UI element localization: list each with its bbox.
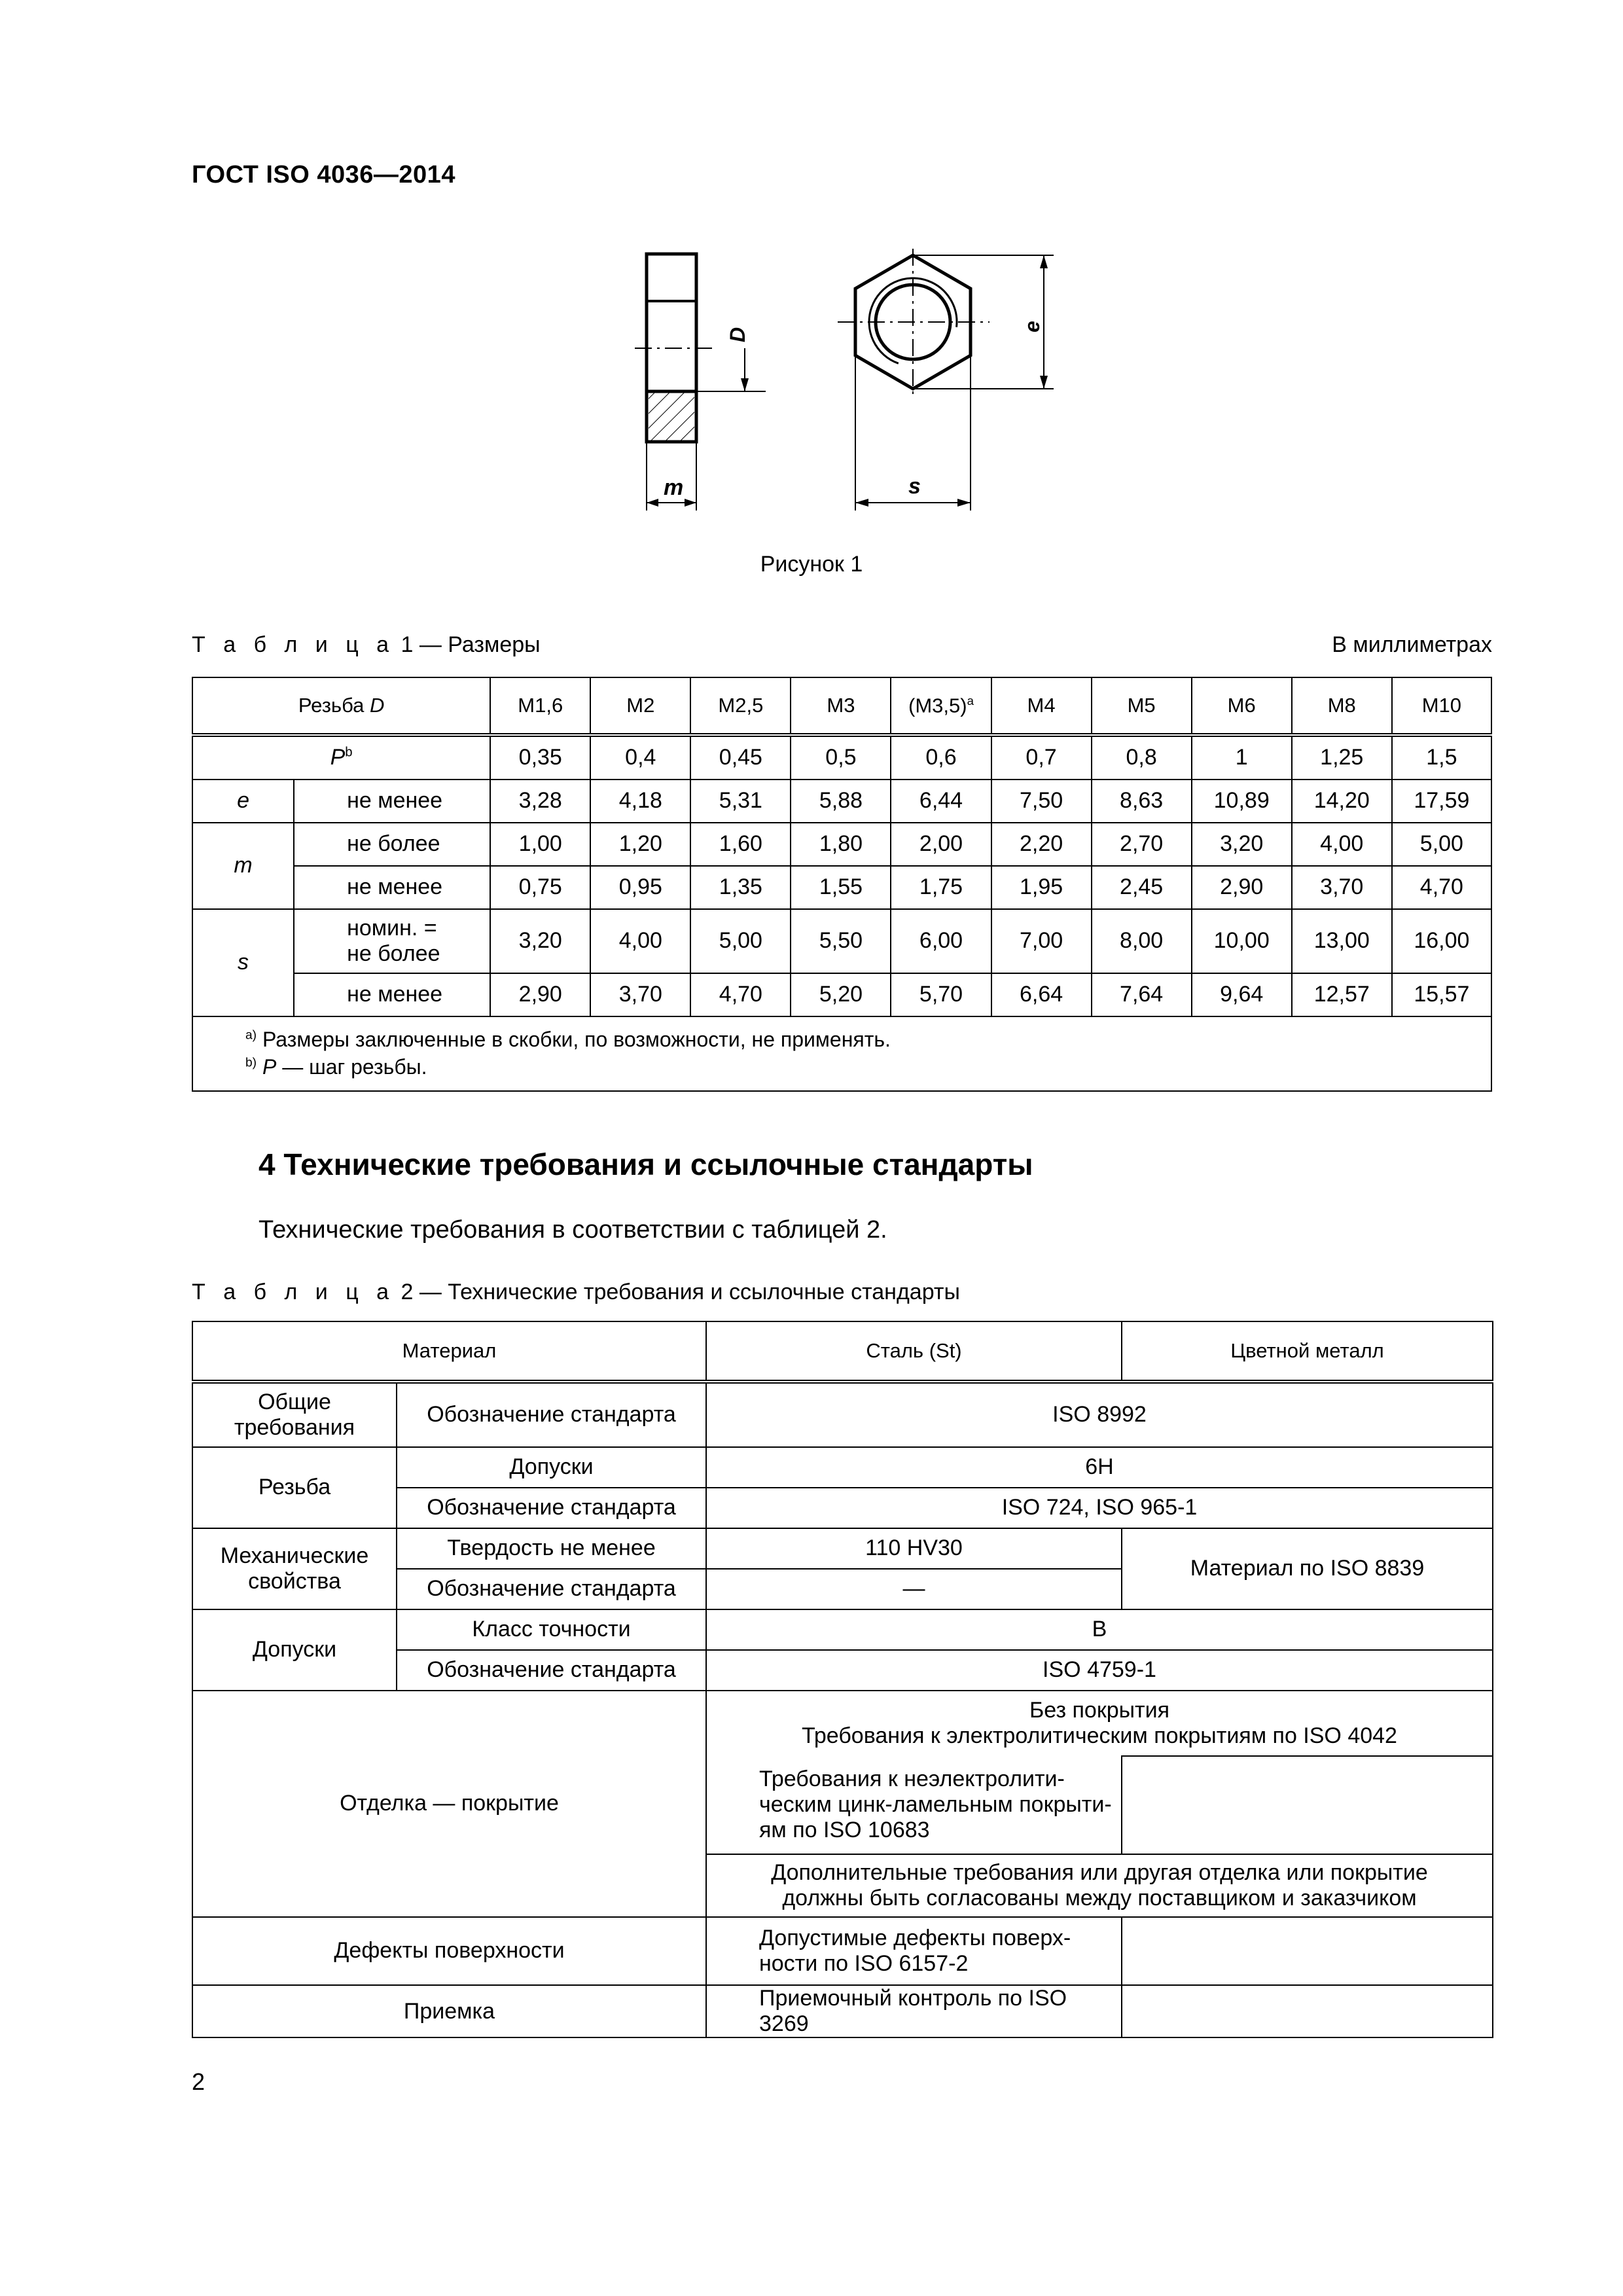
cell: 16,00	[1392, 909, 1491, 973]
table-row-e	[192, 780, 1491, 823]
cell: 2,90	[490, 973, 590, 1016]
cell: Материал по ISO 8839	[1122, 1528, 1493, 1609]
cell: 1	[1192, 735, 1292, 780]
cell: 12,57	[1292, 973, 1392, 1016]
dimension-label-s: s	[908, 474, 921, 499]
figure-caption: Рисунок 1	[760, 552, 863, 577]
table-row-defects	[192, 1917, 1493, 1985]
cell: 3,70	[590, 973, 690, 1016]
row-label: не менее	[294, 973, 490, 1016]
cell: 5,20	[791, 973, 891, 1016]
cell: 0,5	[791, 735, 891, 780]
cell: Приемочный контроль по ISO 3269	[706, 1985, 1122, 2037]
cell: 2,90	[1192, 866, 1292, 909]
cell: 0,4	[590, 735, 690, 780]
table1-footnotes	[192, 1016, 1491, 1091]
table-row-mech-hardness	[192, 1528, 1493, 1569]
cell: 3,28	[490, 780, 590, 823]
cell: 1,20	[590, 823, 690, 866]
cell: 8,63	[1092, 780, 1192, 823]
row-label-tolerances: Допуски	[192, 1609, 397, 1691]
cell: 0,35	[490, 735, 590, 780]
cell: ISO 4759-1	[706, 1650, 1493, 1691]
cell: 1,80	[791, 823, 891, 866]
cell: 6,00	[891, 909, 991, 973]
table-row-m-max	[192, 823, 1491, 866]
cell: 1,35	[690, 866, 791, 909]
cell-nonelectro: Требования к неэлектролити- ческим цинк-ламельным покрыти- ям по ISO 10683	[706, 1756, 1122, 1854]
symbol-m: m	[192, 823, 294, 909]
cell: 4,70	[1392, 866, 1491, 909]
cell: 2,45	[1092, 866, 1192, 909]
cell: 0,8	[1092, 735, 1192, 780]
cell: 0,6	[891, 735, 991, 780]
cell: 2,70	[1092, 823, 1192, 866]
cell: 1,60	[690, 823, 791, 866]
cell: 0,75	[490, 866, 590, 909]
table2-caption-title: 2 — Технические требования и ссылочные стандарты	[395, 1280, 960, 1304]
cell-empty	[1122, 1756, 1493, 1854]
nut-side-view	[635, 254, 766, 511]
cell: 14,20	[1292, 780, 1392, 823]
cell: 4,00	[1292, 823, 1392, 866]
table-row-tol-class	[192, 1609, 1493, 1650]
table2-caption	[192, 1280, 960, 1305]
cell: 2,00	[891, 823, 991, 866]
table-row-acceptance	[192, 1985, 1493, 2037]
table-row-notes	[192, 1016, 1491, 1091]
table-row-s-nom	[192, 909, 1491, 973]
section-4-title: 4 Технические требования и ссылочные стандарты	[259, 1147, 1033, 1181]
cell: 5,88	[791, 780, 891, 823]
document-header: ГОСТ ISO 4036—2014	[192, 161, 455, 188]
cell: 3,70	[1292, 866, 1392, 909]
cell: 3,20	[1192, 823, 1292, 866]
cell: 1,55	[791, 866, 891, 909]
row-label: номин. = не более	[294, 909, 490, 973]
cell: 13,00	[1292, 909, 1392, 973]
cell-additional: Дополнительные требования или другая отделка или покрытие должны быть согласованы между поставщиком и заказчиком	[706, 1854, 1493, 1917]
section-4-text: Технические требования в соответствии с таблицей 2.	[259, 1216, 887, 1244]
cell-defects: Допустимые дефекты поверх- ности по ISO 6157-2	[706, 1917, 1122, 1985]
dimension-label-d: D	[726, 327, 749, 342]
header-size: M3	[791, 677, 891, 735]
cell: 15,57	[1392, 973, 1491, 1016]
table2-caption-prefix: Т а б л и ц а	[192, 1280, 395, 1304]
symbol-s: s	[192, 909, 294, 1016]
row-label-general: Общие требования	[192, 1382, 397, 1447]
table-row-finish-1	[192, 1691, 1493, 1756]
row-sublabel: Обозначение стандарта	[397, 1650, 706, 1691]
footnote-a: $^{a)}$ Размеры заключенные в скобки, по возможности, не применять.	[245, 1028, 891, 1052]
row-label-mech: Механические свойства	[192, 1528, 397, 1609]
cell: 17,59	[1392, 780, 1491, 823]
cell-coating: Без покрытия Требования к электролитическим покрытиям по ISO 4042	[706, 1691, 1493, 1756]
cell: 5,00	[690, 909, 791, 973]
table1-caption-title: 1 — Размеры	[395, 632, 541, 657]
cell: 5,00	[1392, 823, 1491, 866]
cell: 9,64	[1192, 973, 1292, 1016]
symbol-e: e	[192, 780, 294, 823]
header-steel: Сталь (St)	[706, 1321, 1122, 1382]
row-label-defects: Дефекты поверхности	[192, 1917, 706, 1985]
header-size: M2,5	[690, 677, 791, 735]
requirements-table	[192, 1321, 1493, 2038]
row-sublabel: Обозначение стандарта	[397, 1569, 706, 1609]
nut-front-view	[838, 249, 1054, 511]
dimensions-table	[192, 677, 1492, 1092]
cell: 6H	[706, 1447, 1493, 1488]
row-label: не менее	[294, 866, 490, 909]
table1-units: В миллиметрах	[1332, 632, 1492, 657]
cell: 3,20	[490, 909, 590, 973]
cell: 1,00	[490, 823, 590, 866]
cell: 0,95	[590, 866, 690, 909]
table1-caption-prefix: Т а б л и ц а	[192, 632, 395, 657]
header-material: Материал	[192, 1321, 706, 1382]
cell: 7,00	[991, 909, 1092, 973]
table1-caption	[192, 632, 541, 658]
cell-empty	[1122, 1917, 1493, 1985]
pitch-label: $P^b$	[192, 735, 490, 780]
header-size: M6	[1192, 677, 1292, 735]
header-size: M5	[1092, 677, 1192, 735]
cell: 0,7	[991, 735, 1092, 780]
cell: 8,00	[1092, 909, 1192, 973]
cell: 1,75	[891, 866, 991, 909]
cell: 4,00	[590, 909, 690, 973]
cell: 7,64	[1092, 973, 1192, 1016]
cell: 110 HV30	[706, 1528, 1122, 1569]
cell: 0,45	[690, 735, 791, 780]
header-size: M10	[1392, 677, 1491, 735]
row-sublabel: Допуски	[397, 1447, 706, 1488]
row-sublabel: Обозначение стандарта	[397, 1488, 706, 1528]
row-label-finish: Отделка — покрытие	[192, 1691, 706, 1917]
footnote-b: $^{b)}$ P — шаг резьбы.	[245, 1055, 427, 1079]
dimension-label-m: m	[664, 475, 684, 500]
table-row-s-min	[192, 973, 1491, 1016]
dimension-label-e: e	[1020, 321, 1044, 332]
row-label-thread: Резьба	[192, 1447, 397, 1528]
cell: 10,89	[1192, 780, 1292, 823]
cell: 4,18	[590, 780, 690, 823]
table-row-m-min	[192, 866, 1491, 909]
header-size: M8	[1292, 677, 1392, 735]
header-nonferrous: Цветной металл	[1122, 1321, 1493, 1382]
cell: 6,44	[891, 780, 991, 823]
cell: 4,70	[690, 973, 791, 1016]
cell: 7,50	[991, 780, 1092, 823]
row-label: не менее	[294, 780, 490, 823]
cell: 5,31	[690, 780, 791, 823]
cell: 5,70	[891, 973, 991, 1016]
row-sublabel: Класс точности	[397, 1609, 706, 1650]
cell: ISO 724, ISO 965-1	[706, 1488, 1493, 1528]
cell: 6,64	[991, 973, 1092, 1016]
header-size: $(M3,5)^a$	[891, 677, 991, 735]
row-label-acceptance: Приемка	[192, 1985, 706, 2037]
cell: 5,50	[791, 909, 891, 973]
cell: ISO 8992	[706, 1382, 1493, 1447]
cell: 1,95	[991, 866, 1092, 909]
header-size: M2	[590, 677, 690, 735]
cell: 2,20	[991, 823, 1092, 866]
table-row-thread-tol	[192, 1447, 1493, 1488]
table-row	[192, 677, 1491, 735]
cell: 10,00	[1192, 909, 1292, 973]
table-row-pitch	[192, 735, 1491, 780]
cell-empty	[1122, 1985, 1493, 2037]
header-size: M1,6	[490, 677, 590, 735]
header-thread-label: Резьба D	[192, 677, 490, 735]
cell: B	[706, 1609, 1493, 1650]
page-number: 2	[192, 2068, 205, 2095]
table-row-general	[192, 1382, 1493, 1447]
cell: —	[706, 1569, 1122, 1609]
nut-drawing-figure	[589, 236, 1086, 530]
row-sublabel: Твердость не менее	[397, 1528, 706, 1569]
table-row	[192, 1321, 1493, 1382]
row-sublabel: Обозначение стандарта	[397, 1382, 706, 1447]
cell: 1,5	[1392, 735, 1491, 780]
header-size: M4	[991, 677, 1092, 735]
cell: 1,25	[1292, 735, 1392, 780]
row-label: не более	[294, 823, 490, 866]
